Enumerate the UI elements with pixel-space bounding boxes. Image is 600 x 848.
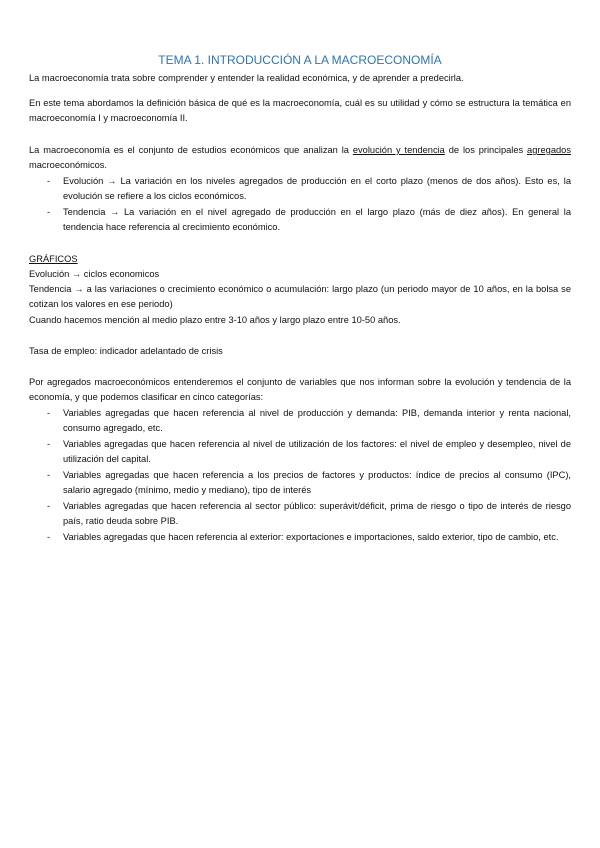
list-item-text: Variables agregadas que hacen referencia al nivel de producción y demanda: PIB, demanda interior y renta nacional, consumo agregado, etc. bbox=[63, 408, 571, 433]
page-title: TEMA 1. INTRODUCCIÓN A LA MACROECONOMÍA bbox=[158, 53, 442, 67]
list-item bbox=[29, 499, 571, 529]
graficos-term-line: Cuando hacemos mención al medio plazo entre 3-10 años y largo plazo entre 10-50 años. bbox=[29, 315, 401, 325]
graficos-evolution-line: Evolución → ciclos economicos bbox=[29, 269, 160, 279]
list-bullet: - bbox=[47, 176, 51, 186]
topic-paragraph: En este tema abordamos la definición básica de qué es la macroeconomía, cuál es su utilidad y cómo se estructura la temática en macroeconomía I y macroeconomía II. bbox=[29, 98, 571, 123]
list-item-text: Variables agregadas que hacen referencia al exterior: exportaciones e importaciones, saldo exterior, tipo de cambio, etc. bbox=[63, 532, 559, 542]
list-item bbox=[29, 205, 571, 235]
graficos-heading: GRÁFICOS bbox=[29, 254, 78, 264]
list-bullet: - bbox=[47, 501, 51, 511]
list-item bbox=[29, 468, 571, 498]
intro-paragraph: La macroeconomía trata sobre comprender y entender la realidad económica, y de aprender a predecirla. bbox=[29, 73, 464, 83]
list-bullet: - bbox=[47, 470, 51, 480]
list-item bbox=[29, 530, 571, 545]
list-bullet: - bbox=[47, 439, 51, 449]
evolution-trend-underlined: evolución y tendencia bbox=[352, 145, 445, 155]
list-item-text: Evolución → La variación en los niveles agregados de producción en el corto plazo (menos de dos años). Esto es, la evolución se refiere a los ciclos económicos. bbox=[63, 176, 571, 201]
list-item-text: Tendencia → La variación en el nivel agregado de producción en el largo plazo (más de diez años). En general la tendencia hace referencia al crecimiento económico. bbox=[63, 207, 571, 232]
list-item-text: Variables agregadas que hacen referencia a los precios de factores y productos: índice de precios al consumo (IPC), salario agregado (mínimo, medio y mediano), tipo de interés bbox=[63, 470, 571, 495]
employment-rate-note: Tasa de empleo: indicador adelantado de crisis bbox=[29, 346, 223, 356]
list-item bbox=[29, 437, 571, 467]
aggregates-paragraph: Por agregados macroeconómicos entenderemos el conjunto de variables que nos informan sobre la evolución y tendencia de la economía, y que podemos clasificar en cinco categorías: bbox=[29, 377, 571, 402]
list-item bbox=[29, 406, 571, 436]
list-item bbox=[29, 174, 571, 204]
list-item-text: Variables agregadas que hacen referencia al sector público: superávit/déficit, prima de riesgo o tipo de interés de riesgo país, ratio deuda sobre PIB. bbox=[63, 501, 571, 526]
list-item-text: Variables agregadas que hacen referencia al nivel de utilización de los factores: el nivel de empleo y desempleo, nivel de utilización del capital. bbox=[63, 439, 571, 464]
graficos-trend-line: Tendencia → a las variaciones o crecimiento económico o acumulación: largo plazo (un periodo mayor de 10 años, en la bolsa se cotizan los valores en ese periodo) bbox=[29, 284, 571, 309]
definition-paragraph bbox=[29, 143, 571, 173]
definition-text-end: macroeconómicos. bbox=[29, 160, 108, 170]
definition-text-start: La macroeconomía es el conjunto de estudios económicos que analizan la bbox=[29, 145, 353, 155]
aggregates-underlined: agregados bbox=[527, 145, 571, 155]
list-bullet: - bbox=[47, 532, 51, 542]
list-bullet: - bbox=[47, 207, 51, 217]
definition-text-middle: de los principales bbox=[444, 145, 528, 155]
list-bullet: - bbox=[47, 408, 51, 418]
